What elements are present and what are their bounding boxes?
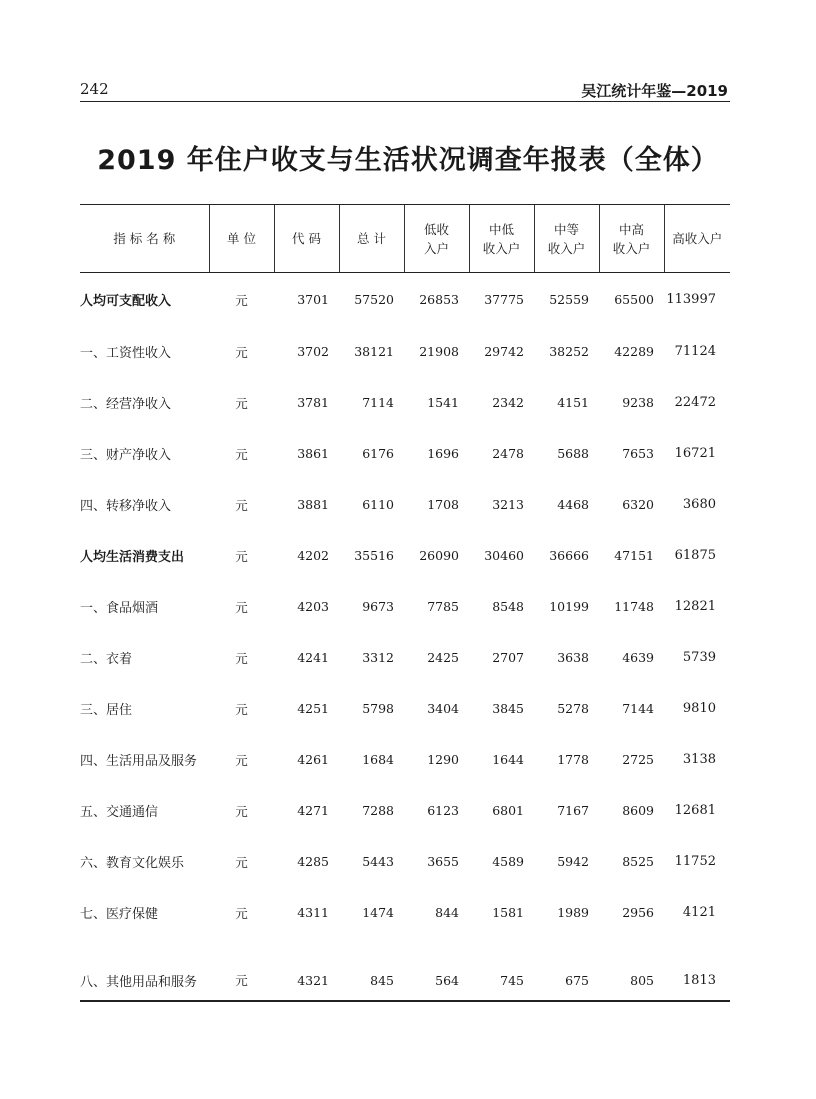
row-high: 12681 — [674, 803, 716, 818]
row-high: 3138 — [682, 752, 716, 767]
table-body — [80, 273, 730, 1002]
row-unit: 元 — [235, 292, 248, 308]
row-low: 844 — [435, 905, 459, 920]
row-total: 5798 — [362, 701, 394, 716]
row-midlow: 1644 — [492, 752, 524, 767]
row-total: 845 — [339, 938, 404, 1001]
row-low: 564 — [404, 938, 469, 1001]
row-unit: 元 — [235, 905, 248, 921]
row-name: 五、交通通信 — [80, 805, 159, 820]
row-code: 4271 — [297, 803, 329, 818]
table-row — [80, 326, 730, 377]
row-midlow: 2478 — [492, 446, 524, 461]
row-unit: 元 — [235, 599, 248, 615]
row-code: 4203 — [297, 599, 329, 614]
row-mid: 36666 — [549, 548, 589, 563]
row-low: 7785 — [427, 599, 459, 614]
row-high: 9810 — [682, 701, 716, 716]
col-header-midlow-line2: 收入户 — [482, 240, 521, 256]
row-mid: 38252 — [549, 344, 589, 359]
row-midlow: 745 — [469, 938, 534, 1001]
row-midlow: 3845 — [492, 701, 524, 716]
row-code: 3702 — [297, 344, 329, 359]
col-header-name: 指 标 名 称 — [80, 205, 209, 273]
row-total: 1684 — [362, 752, 394, 767]
row-name: 六、教育文化娱乐 — [80, 856, 185, 871]
row-name: 二、衣着 — [80, 652, 133, 667]
row-high: 12821 — [674, 599, 716, 614]
header-rule — [80, 101, 730, 102]
row-code: 3861 — [297, 446, 329, 461]
row-midlow: 2342 — [492, 395, 524, 410]
row-high: 16721 — [674, 446, 716, 461]
row-mid: 1778 — [557, 752, 589, 767]
row-low: 3655 — [427, 854, 459, 869]
row-total: 35516 — [354, 548, 394, 563]
row-high: 5739 — [682, 650, 716, 665]
table-row — [80, 530, 730, 581]
row-high: 71124 — [674, 344, 716, 359]
row-mid: 5688 — [557, 446, 589, 461]
col-header-midhigh — [599, 205, 664, 273]
row-midhigh: 7653 — [622, 446, 654, 461]
row-total: 7288 — [362, 803, 394, 818]
row-mid: 4151 — [557, 395, 589, 410]
row-total: 5443 — [362, 854, 394, 869]
row-code: 4261 — [297, 752, 329, 767]
row-midhigh: 11748 — [614, 599, 654, 614]
row-midhigh: 805 — [599, 938, 664, 1001]
row-total: 38121 — [354, 344, 394, 359]
row-midlow: 30460 — [484, 548, 524, 563]
col-header-midhigh-line2: 收入户 — [612, 240, 651, 256]
row-midhigh: 65500 — [614, 292, 654, 307]
row-low: 26090 — [419, 548, 459, 563]
row-code: 4321 — [274, 938, 339, 1001]
row-unit: 元 — [235, 854, 248, 870]
row-midhigh: 2956 — [622, 905, 654, 920]
row-mid: 7167 — [557, 803, 589, 818]
row-midlow: 8548 — [492, 599, 524, 614]
table-row — [80, 785, 730, 836]
row-name: 一、食品烟酒 — [80, 601, 159, 616]
row-low: 1708 — [427, 497, 459, 512]
table-row — [80, 887, 730, 938]
row-low: 1541 — [427, 395, 459, 410]
row-unit: 元 — [235, 344, 248, 360]
row-mid: 3638 — [557, 650, 589, 665]
survey-table — [80, 204, 730, 1002]
row-midhigh: 7144 — [622, 701, 654, 716]
row-name: 三、财产净收入 — [80, 448, 172, 463]
row-midlow: 6801 — [492, 803, 524, 818]
row-midlow: 2707 — [492, 650, 524, 665]
row-low: 2425 — [427, 650, 459, 665]
table-row — [80, 479, 730, 530]
row-midhigh: 47151 — [614, 548, 654, 563]
row-midhigh: 8525 — [622, 854, 654, 869]
row-name: 七、医疗保健 — [80, 907, 159, 922]
row-midhigh: 6320 — [622, 497, 654, 512]
row-code: 3701 — [297, 292, 329, 307]
col-header-mid-line2: 收入户 — [547, 240, 586, 256]
row-high: 113997 — [666, 292, 716, 307]
col-header-unit: 单 位 — [209, 205, 274, 273]
table-row — [80, 632, 730, 683]
row-code: 4202 — [297, 548, 329, 563]
row-unit: 元 — [235, 701, 248, 717]
row-total: 3312 — [362, 650, 394, 665]
page-title: 2019 年住户收支与生活状况调查年报表（全体） — [97, 145, 719, 176]
row-total: 57520 — [354, 292, 394, 307]
row-code: 4241 — [297, 650, 329, 665]
row-mid: 5942 — [557, 854, 589, 869]
row-low: 21908 — [419, 344, 459, 359]
row-total: 1474 — [362, 905, 394, 920]
row-code: 3881 — [297, 497, 329, 512]
row-name: 人均可支配收入 — [80, 294, 172, 309]
table-row — [80, 734, 730, 785]
row-total: 6176 — [362, 446, 394, 461]
table-header-row — [80, 205, 730, 273]
row-low: 3404 — [427, 701, 459, 716]
row-total: 9673 — [362, 599, 394, 614]
row-mid: 4468 — [557, 497, 589, 512]
row-high: 4121 — [682, 905, 716, 920]
row-code: 4285 — [297, 854, 329, 869]
table-row — [80, 273, 730, 327]
row-mid: 675 — [534, 938, 599, 1001]
page-number: 242 — [80, 80, 109, 98]
row-midhigh: 8609 — [622, 803, 654, 818]
row-midhigh: 4639 — [622, 650, 654, 665]
row-unit: 元 — [235, 650, 248, 666]
table-row — [80, 836, 730, 887]
row-name: 八、其他用品和服务 — [80, 938, 209, 1001]
row-midlow: 29742 — [484, 344, 524, 359]
row-midlow: 3213 — [492, 497, 524, 512]
row-low: 1290 — [427, 752, 459, 767]
table-row — [80, 683, 730, 734]
col-header-low — [404, 205, 469, 273]
row-high: 61875 — [674, 548, 716, 563]
row-mid: 52559 — [549, 292, 589, 307]
row-high: 3680 — [682, 497, 716, 512]
row-code: 4311 — [297, 905, 329, 920]
row-midhigh: 9238 — [622, 395, 654, 410]
row-unit: 元 — [235, 395, 248, 411]
row-name: 三、居住 — [80, 703, 133, 718]
row-midlow: 1581 — [492, 905, 524, 920]
col-header-low-line2: 入户 — [423, 240, 449, 256]
running-title: 吴江统计年鉴—2019 — [581, 82, 728, 100]
row-low: 1696 — [427, 446, 459, 461]
table-row — [80, 377, 730, 428]
row-low: 6123 — [427, 803, 459, 818]
row-unit: 元 — [235, 803, 248, 819]
row-code: 3781 — [297, 395, 329, 410]
col-header-midhigh-line1: 中高 — [618, 221, 644, 237]
row-midlow: 37775 — [484, 292, 524, 307]
row-high: 11752 — [674, 854, 716, 869]
table-row — [80, 428, 730, 479]
table-row — [80, 581, 730, 632]
row-name: 一、工资性收入 — [80, 346, 172, 361]
row-unit: 元 — [235, 752, 248, 768]
col-header-low-line1: 低收 — [423, 221, 449, 237]
row-code: 4251 — [297, 701, 329, 716]
row-midhigh: 42289 — [614, 344, 654, 359]
row-total: 6110 — [362, 497, 394, 512]
row-mid: 10199 — [549, 599, 589, 614]
col-header-total: 总 计 — [339, 205, 404, 273]
row-name: 人均生活消费支出 — [80, 550, 185, 565]
row-total: 7114 — [362, 395, 394, 410]
row-unit: 元 — [235, 497, 248, 513]
row-high: 22472 — [674, 395, 716, 410]
col-header-midlow — [469, 205, 534, 273]
table-row — [80, 938, 730, 1001]
row-name: 二、经营净收入 — [80, 397, 172, 412]
col-header-mid — [534, 205, 599, 273]
row-name: 四、生活用品及服务 — [80, 754, 198, 769]
row-midhigh: 2725 — [622, 752, 654, 767]
row-unit: 元 — [235, 548, 248, 564]
col-header-midlow-line1: 中低 — [488, 221, 514, 237]
row-mid: 1989 — [557, 905, 589, 920]
row-high: 1813 — [664, 938, 730, 1001]
row-name: 四、转移净收入 — [80, 499, 172, 514]
row-unit: 元 — [209, 938, 274, 1001]
row-midlow: 4589 — [492, 854, 524, 869]
row-mid: 5278 — [557, 701, 589, 716]
row-low: 26853 — [419, 292, 459, 307]
col-header-high: 高收入户 — [664, 205, 730, 273]
row-unit: 元 — [235, 446, 248, 462]
col-header-mid-line1: 中等 — [553, 221, 579, 237]
col-header-code: 代 码 — [274, 205, 339, 273]
